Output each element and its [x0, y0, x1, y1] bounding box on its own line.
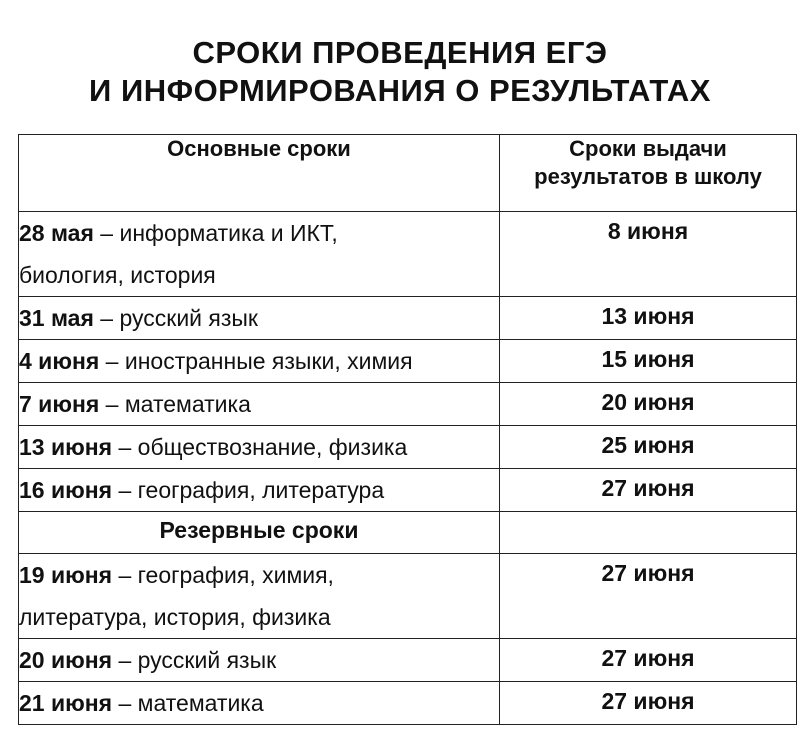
exam-date: 16 июня	[19, 477, 113, 503]
title-line-2: И ИНФОРМИРОВАНИЯ О РЕЗУЛЬТАТАХ	[89, 73, 711, 108]
exam-cell	[19, 682, 500, 725]
result-date: 13 июня	[500, 297, 797, 340]
header-results-dates	[500, 135, 797, 212]
table-row	[19, 639, 797, 682]
header-main-dates: Основные сроки	[19, 135, 500, 212]
exam-date: 7 июня	[19, 391, 100, 417]
empty-cell	[500, 512, 797, 554]
exam-subjects: – обществознание, физика	[112, 434, 408, 460]
exam-date: 20 июня	[19, 647, 113, 673]
result-date: 27 июня	[500, 682, 797, 725]
page-title	[0, 34, 800, 110]
exam-subjects-continued: литература, история, физика	[19, 604, 331, 630]
exam-date: 31 мая	[19, 305, 94, 331]
exam-subjects: – иностранные языки, химия	[99, 348, 413, 374]
exam-cell	[19, 554, 500, 639]
exam-cell	[19, 426, 500, 469]
exam-cell	[19, 639, 500, 682]
schedule-table	[18, 134, 797, 725]
exam-line	[19, 554, 499, 596]
header-results-line-2: результатов в школу	[534, 164, 762, 189]
exam-cell	[19, 340, 500, 383]
result-date: 15 июня	[500, 340, 797, 383]
result-date: 27 июня	[500, 469, 797, 512]
exam-subjects: – русский язык	[93, 305, 258, 331]
header-results-line-1: Сроки выдачи	[569, 136, 727, 161]
exam-cell	[19, 469, 500, 512]
table-row	[19, 682, 797, 725]
header-row	[19, 135, 797, 212]
exam-date: 19 июня	[19, 562, 113, 588]
result-date: 27 июня	[500, 554, 797, 639]
section-row	[19, 512, 797, 554]
title-line-1: СРОКИ ПРОВЕДЕНИЯ ЕГЭ	[192, 35, 608, 70]
reserve-section-header: Резервные сроки	[19, 512, 500, 554]
table-row	[19, 212, 797, 297]
table-row	[19, 469, 797, 512]
exam-cell	[19, 383, 500, 426]
exam-subjects: – русский язык	[112, 647, 277, 673]
result-date: 25 июня	[500, 426, 797, 469]
exam-subjects: – математика	[99, 391, 251, 417]
result-date: 27 июня	[500, 639, 797, 682]
exam-subjects: – география, химия,	[112, 562, 334, 588]
exam-date: 21 июня	[19, 690, 113, 716]
exam-date: 28 мая	[19, 220, 94, 246]
result-date: 20 июня	[500, 383, 797, 426]
table-row	[19, 297, 797, 340]
exam-subjects: – информатика и ИКТ,	[93, 220, 338, 246]
exam-cell	[19, 297, 500, 340]
table-row	[19, 554, 797, 639]
exam-line	[19, 212, 499, 254]
exam-subjects: – география, литература	[112, 477, 385, 503]
exam-subjects: – математика	[112, 690, 264, 716]
result-date: 8 июня	[500, 212, 797, 297]
exam-date: 4 июня	[19, 348, 100, 374]
table-row	[19, 340, 797, 383]
table-row	[19, 426, 797, 469]
exam-cell	[19, 212, 500, 297]
table-row	[19, 383, 797, 426]
exam-subjects-continued: биология, история	[19, 262, 216, 288]
exam-date: 13 июня	[19, 434, 113, 460]
